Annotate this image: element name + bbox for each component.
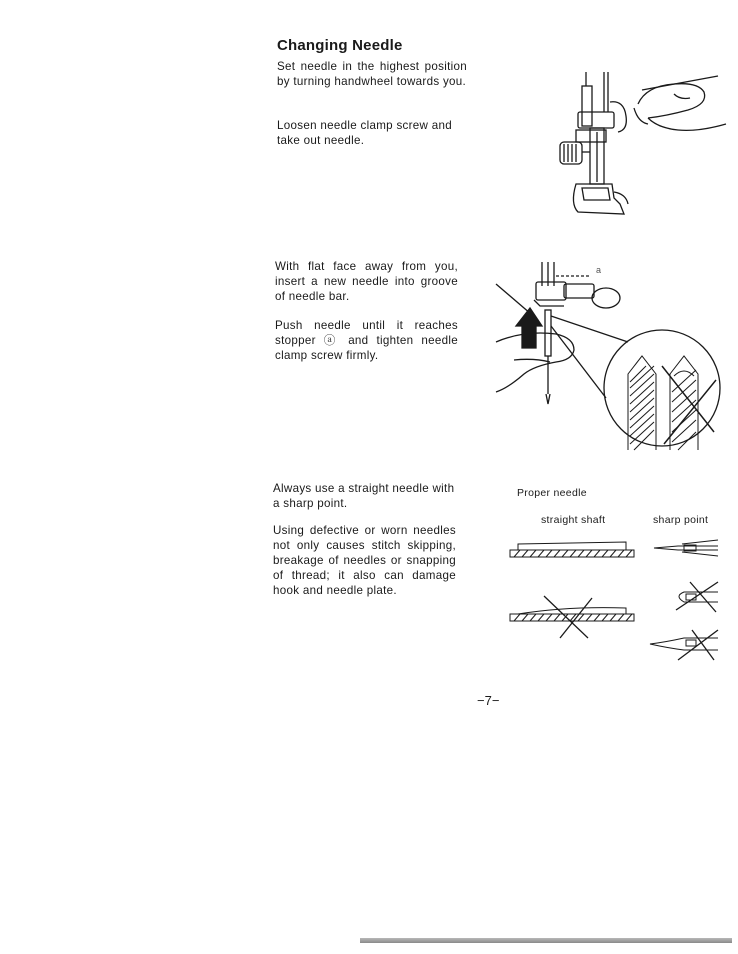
sharp-point-label: sharp point [653,514,709,526]
step2-paragraph-1: With flat face away from you, insert a new needle into groove of needle bar. [275,260,458,303]
proper-needle-label: Proper needle [517,487,587,499]
step1-paragraph-2: Loosen needle clamp screw and take out needle. [277,119,452,147]
needle-clamp-illustration [548,72,728,222]
needle-insertion-illustration [494,262,730,454]
step1-paragraph-1: Set needle in the highest position by turning handwheel towards you. [277,60,467,88]
bottom-edge-rule [360,938,732,943]
needle-comparison-diagram [508,534,728,668]
page-title: Changing Needle [277,37,403,54]
step3-paragraph-2: Using defective or worn needles not only causes stitch skipping, breakage of needles or snapping of thread; it also can damage hook and needle plate. [273,524,456,597]
step2-paragraph-2: Push needle until it reaches stopper ⓐ and tighten needle clamp screw firmly. [275,319,458,362]
straight-shaft-label: straight shaft [541,514,606,526]
stopper-callout-label: a [596,265,602,275]
step3-paragraph-1: Always use a straight needle with a sharp point. [273,482,455,510]
page-number: −7− [477,693,500,708]
